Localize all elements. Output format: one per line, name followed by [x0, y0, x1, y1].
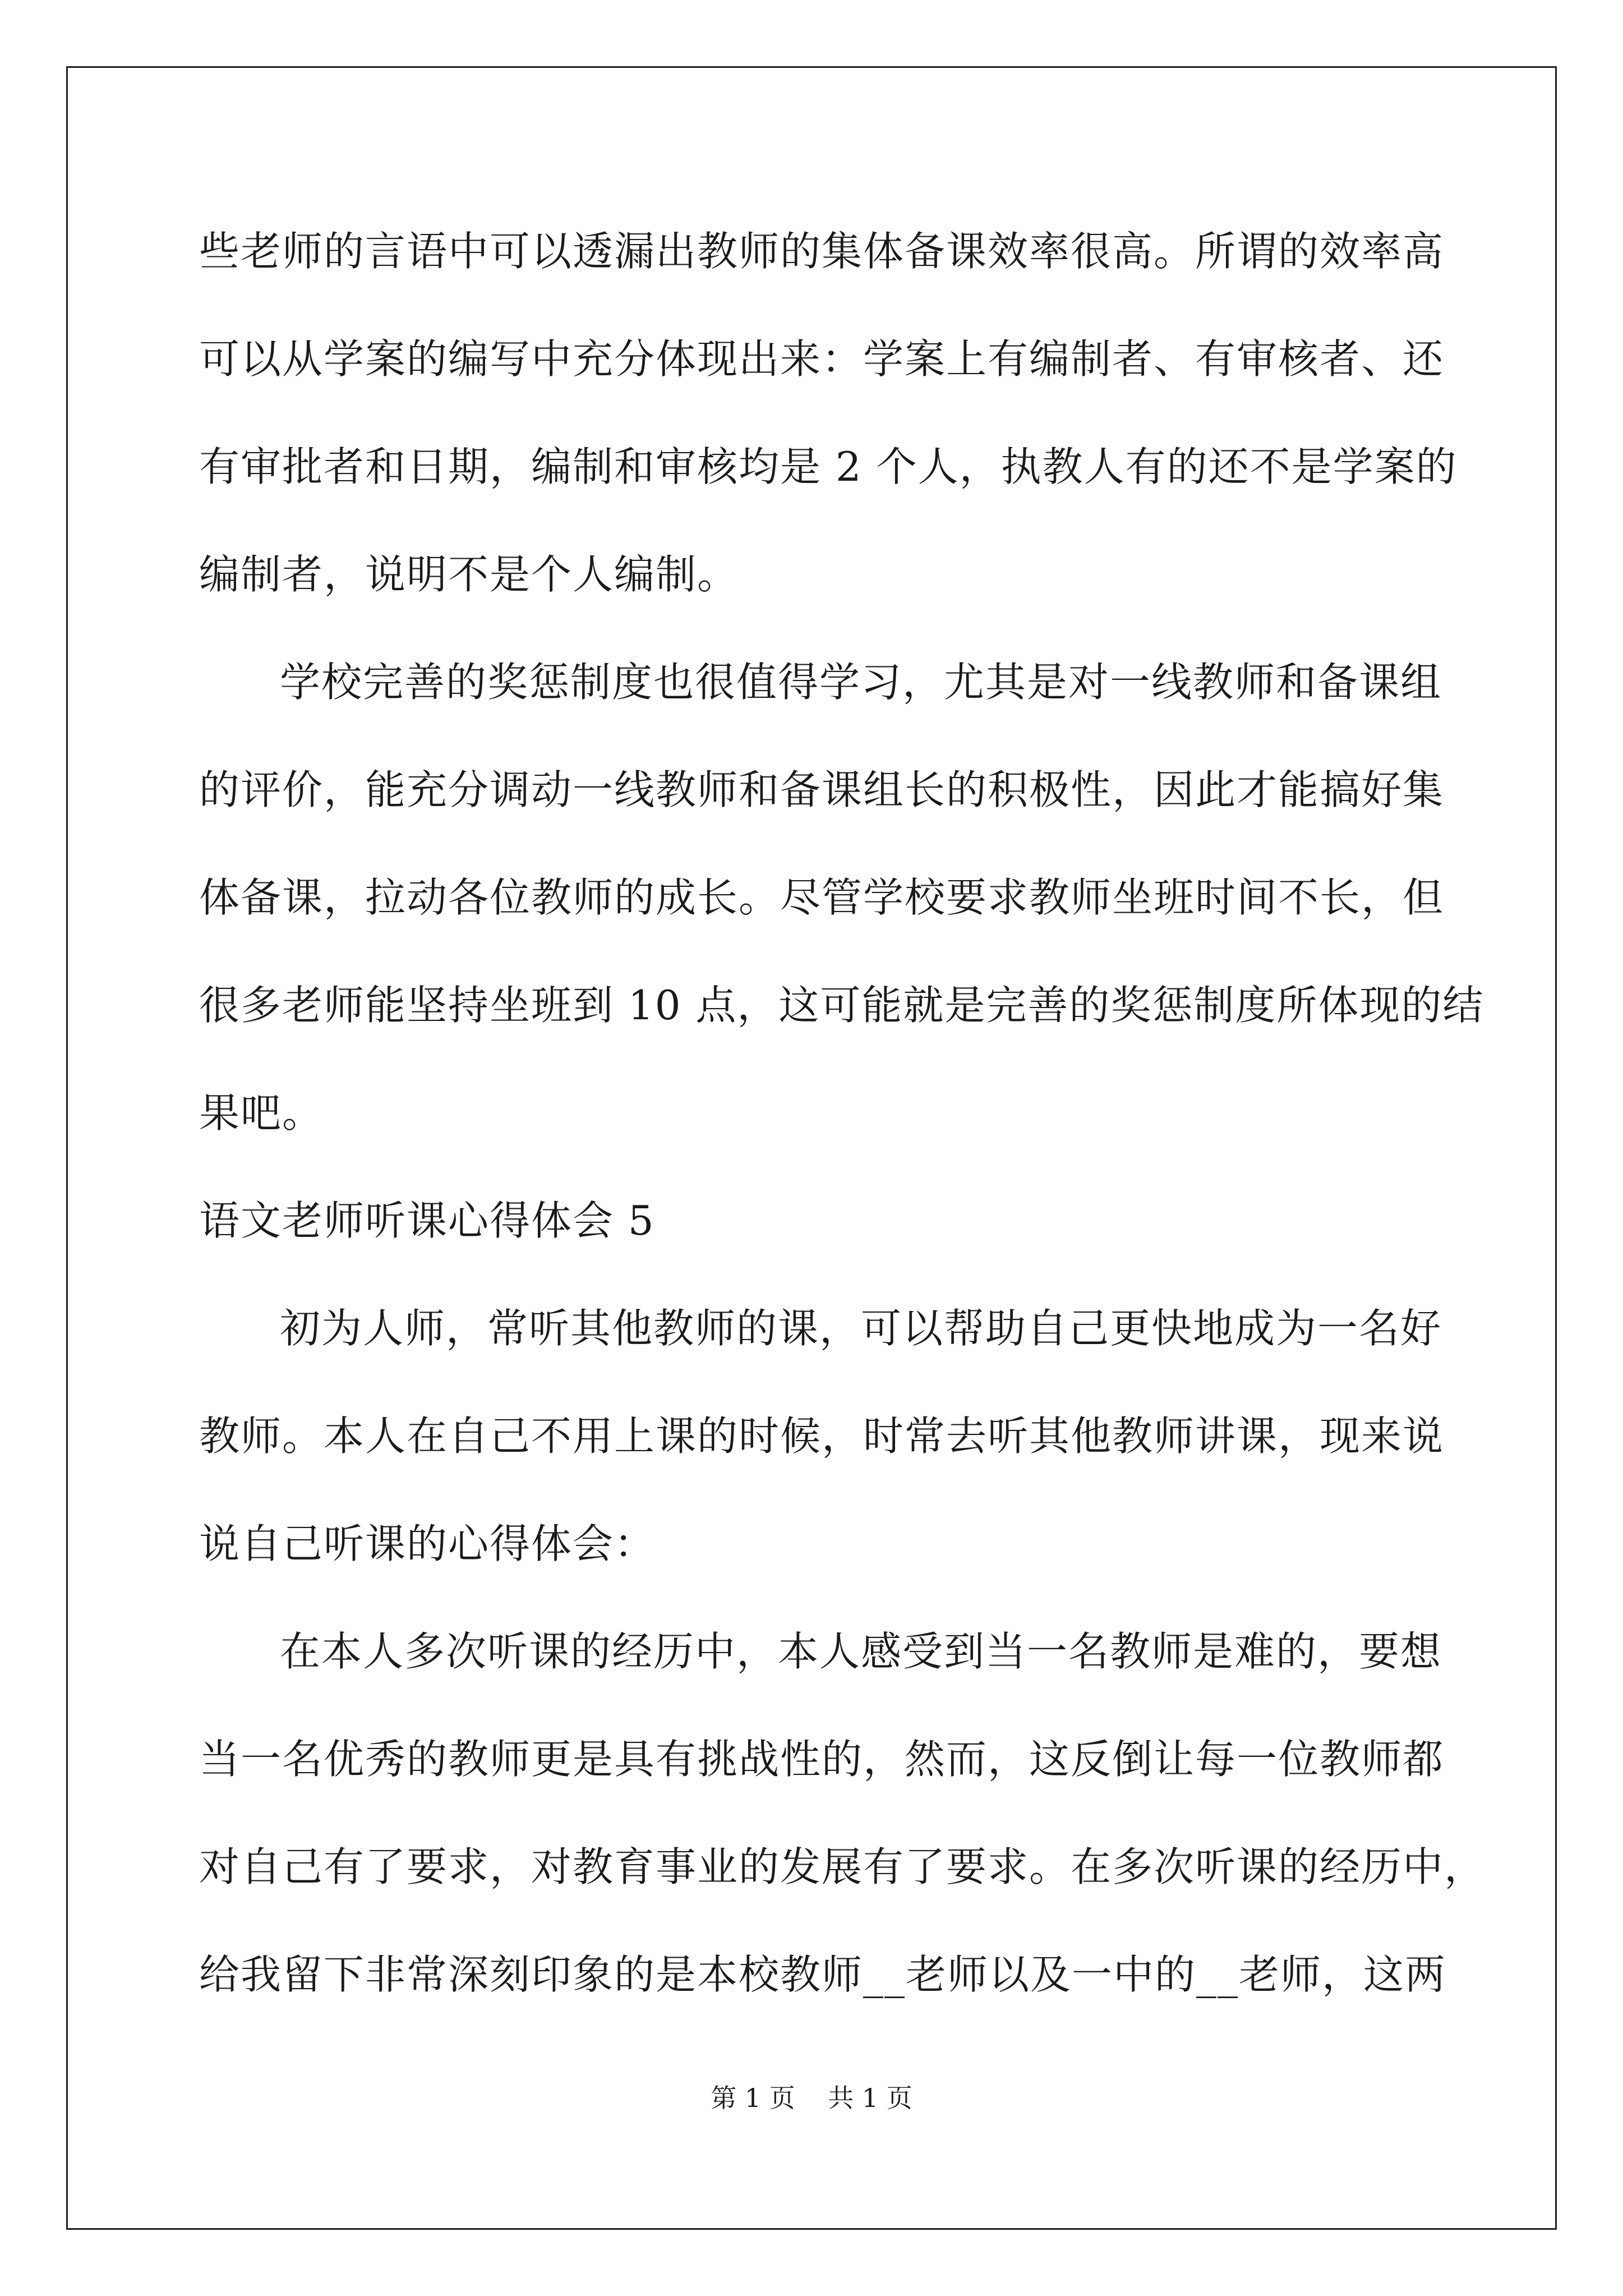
paragraph-4-line-1: 在本人多次听课的经历中，本人感受到当一名教师是难的，要想: [280, 1628, 1442, 1675]
section-heading: 语文老师听课心得体会 5: [199, 1197, 655, 1244]
paragraph-3-line-2: 教师。本人在自己不用上课的时候，时常去听其他教师讲课，现来说: [199, 1412, 1445, 1460]
page-number-footer: 第 1 页 共 1 页: [711, 2083, 912, 2113]
paragraph-4-line-2: 当一名优秀的教师更是具有挑战性的，然而，这反倒让每一位教师都: [199, 1736, 1445, 1783]
paragraph-2-line-3: 体备课，拉动各位教师的成长。尽管学校要求教师坐班时间不长，但: [199, 874, 1445, 921]
paragraph-1-line-3: 有审批者和日期，编制和审核均是 2 个人，执教人有的还不是学案的: [199, 443, 1458, 490]
paragraph-3-line-3: 说自己听课的心得体会：: [199, 1520, 656, 1567]
paragraph-1-line-1: 些老师的言语中可以透漏出教师的集体备课效率很高。所谓的效率高: [199, 228, 1445, 275]
paragraph-2-line-1: 学校完善的奖惩制度也很值得学习，尤其是对一线教师和备课组: [280, 659, 1442, 706]
paragraph-2-line-5: 果吧。: [199, 1089, 324, 1137]
paragraph-3-line-1: 初为人师，常听其他教师的课，可以帮助自己更快地成为一名好: [280, 1305, 1442, 1352]
paragraph-4-line-3: 对自己有了要求，对教育事业的发展有了要求。在多次听课的经历中，: [199, 1843, 1486, 1890]
paragraph-2-line-4: 很多老师能坚持坐班到 10 点，这可能就是完善的奖惩制度所体现的结: [199, 982, 1484, 1029]
paragraph-1-line-4: 编制者，说明不是个人编制。: [199, 551, 739, 598]
paragraph-4-line-4: 给我留下非常深刻印象的是本校教师__老师以及一中的__老师，这两: [199, 1951, 1447, 1998]
paragraph-1-line-2: 可以从学案的编写中充分体现出来：学案上有编制者、有审核者、还: [199, 335, 1445, 383]
page-border: [66, 66, 1557, 2230]
paragraph-2-line-2: 的评价，能充分调动一线教师和备课组长的积极性，因此才能搞好集: [199, 766, 1445, 813]
